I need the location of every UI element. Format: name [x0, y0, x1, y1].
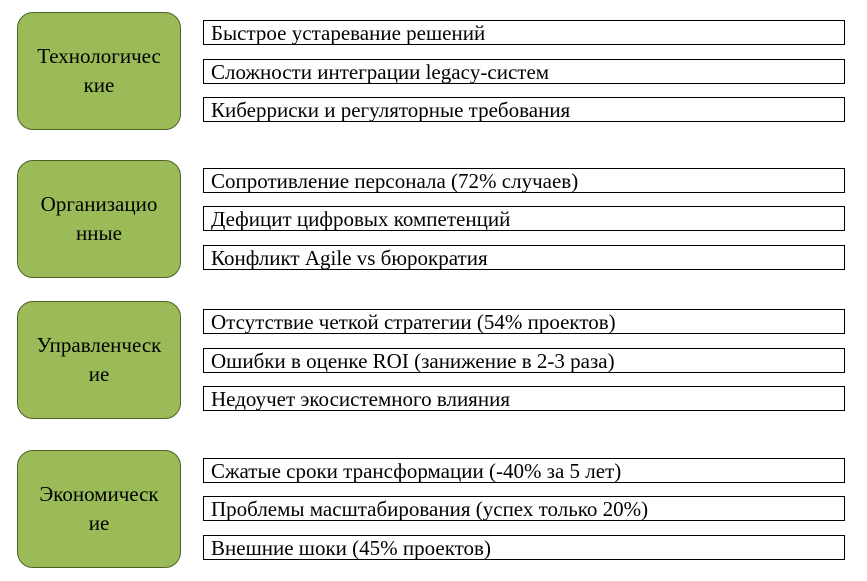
list-item: Сложности интеграции legacy-систем — [203, 59, 845, 84]
category-label: Технологичес кие — [37, 44, 161, 97]
category-label: Организацио нные — [40, 192, 158, 245]
list-item: Конфликт Agile vs бюрократия — [203, 245, 845, 270]
list-item: Отсутствие четкой стратегии (54% проектов) — [203, 309, 845, 334]
category-organizational — [17, 160, 181, 278]
category-label: Экономическ ие — [39, 482, 159, 535]
list-item: Киберриски и регуляторные требования — [203, 97, 845, 122]
list-item: Ошибки в оценке ROI (занижение в 2-3 раза) — [203, 348, 845, 373]
list-item: Внешние шоки (45% проектов) — [203, 535, 845, 560]
category-label: Управленческ ие — [36, 333, 162, 386]
list-item: Быстрое устаревание решений — [203, 20, 845, 45]
list-item: Недоучет экосистемного влияния — [203, 386, 845, 411]
list-item: Дефицит цифровых компетенций — [203, 206, 845, 231]
list-item: Сопротивление персонала (72% случаев) — [203, 168, 845, 193]
category-technological — [17, 12, 181, 130]
category-managerial — [17, 301, 181, 419]
list-item: Проблемы масштабирования (успех только 20%) — [203, 496, 845, 521]
category-economic — [17, 450, 181, 568]
list-item: Сжатые сроки трансформации (-40% за 5 лет) — [203, 458, 845, 483]
